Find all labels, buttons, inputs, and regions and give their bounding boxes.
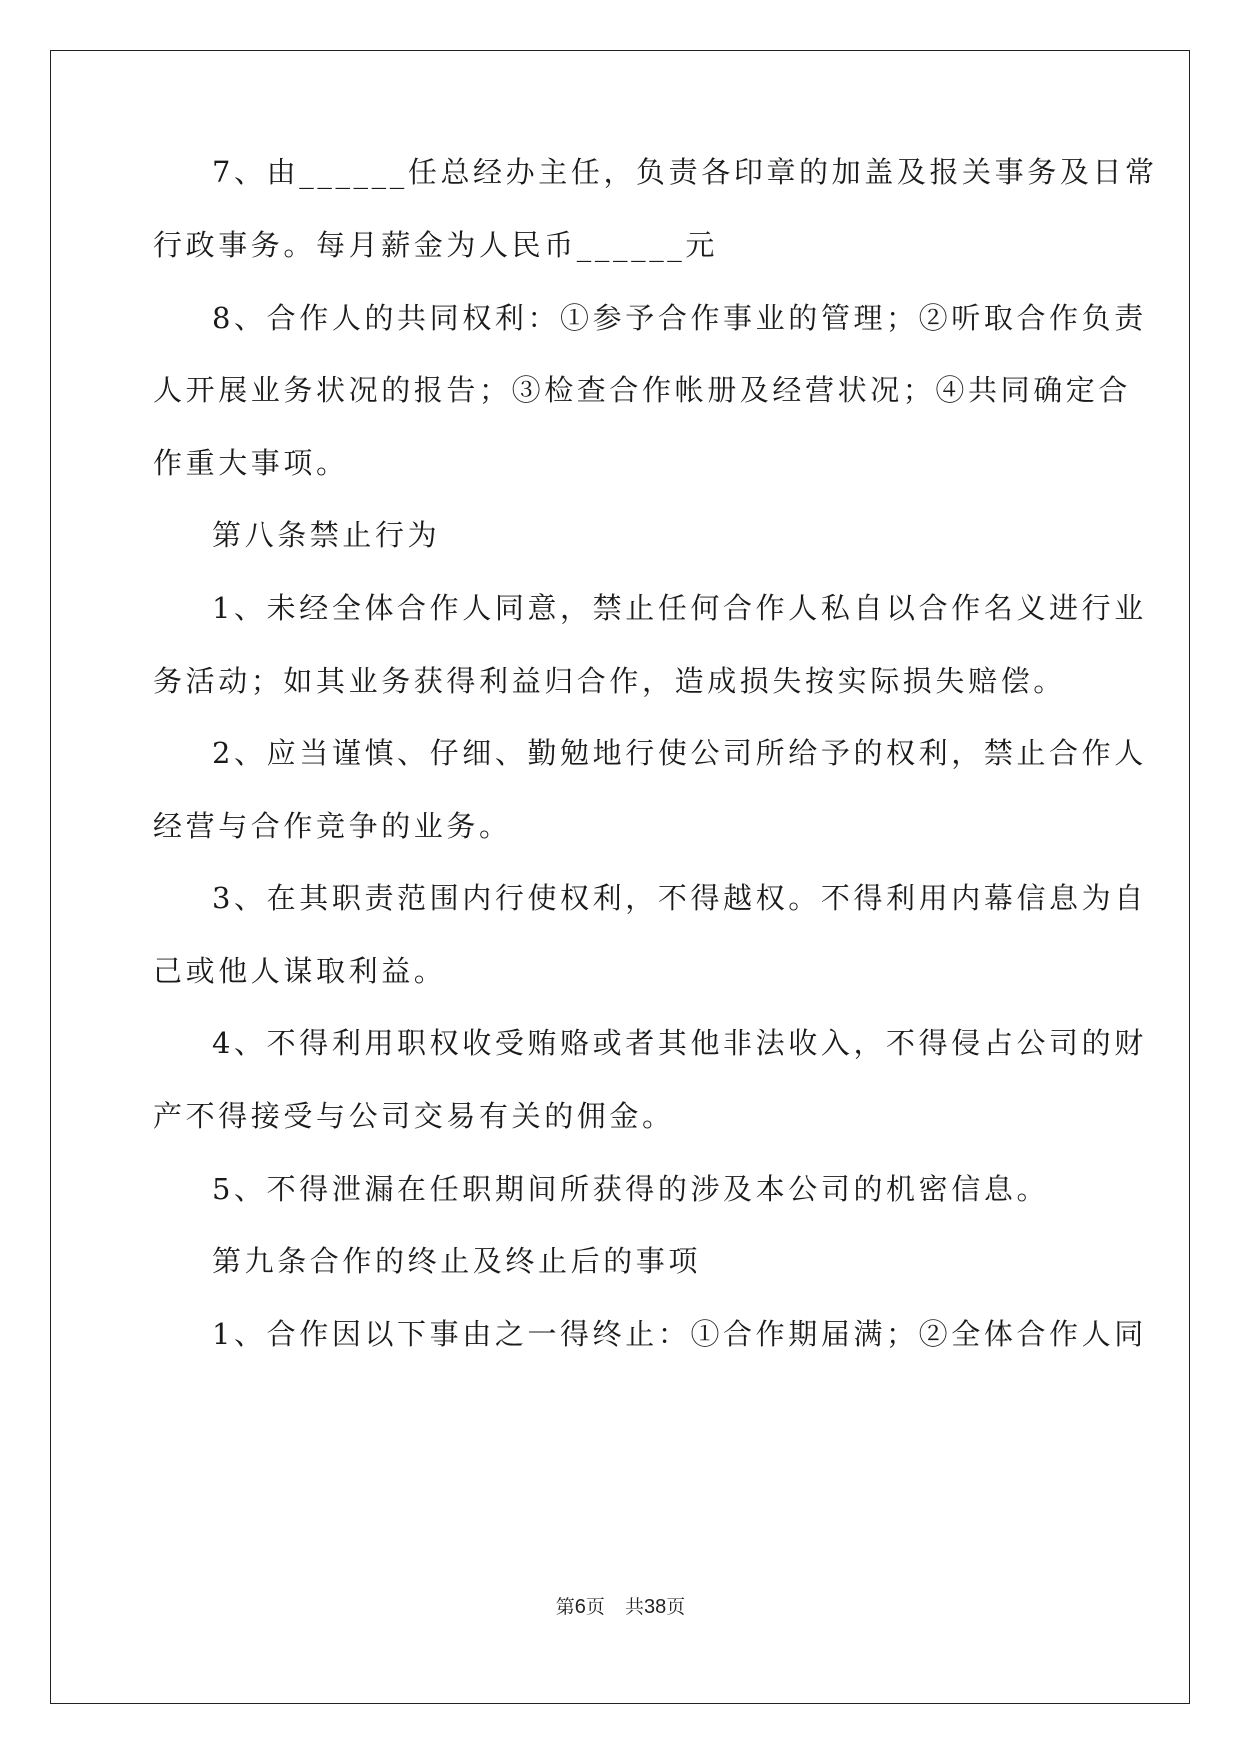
- paragraph-8-line-2: 人开展业务状况的报告；③检查合作帐册及经营状况；④共同确定合: [153, 373, 1132, 407]
- clause-1-line-2: 务活动；如其业务获得利益归合作，造成损失按实际损失赔偿。: [153, 664, 1066, 698]
- paragraph-8-line-3: 作重大事项。: [153, 446, 349, 480]
- paragraph-7-line-2: 行政事务。每月薪金为人民币______元: [153, 228, 719, 262]
- clause-4-line-2: 产不得接受与公司交易有关的佣金。: [153, 1099, 675, 1133]
- article-9-clause-1-line-1: 1、合作因以下事由之一得终止：①合作期届满；②全体合作人同: [212, 1317, 1147, 1351]
- page-number: 6: [574, 1596, 586, 1618]
- paragraph-7-line-1: 7、由______任总经办主任，负责各印章的加盖及报关事务及日常: [212, 155, 1158, 189]
- clause-4-line-1: 4、不得利用职权收受贿赂或者其他非法收入，不得侵占公司的财: [212, 1026, 1147, 1060]
- paragraph-8-line-1: 8、合作人的共同权利：①参予合作事业的管理；②听取合作负责: [212, 301, 1147, 335]
- total-pages: 38: [643, 1596, 667, 1618]
- clause-3-line-2: 己或他人谋取利益。: [153, 954, 447, 988]
- clause-1-line-1: 1、未经全体合作人同意，禁止任何合作人私自以合作名义进行业: [212, 591, 1147, 625]
- total-prefix: 共: [624, 1596, 644, 1618]
- clause-2-line-1: 2、应当谨慎、仔细、勤勉地行使公司所给予的权利，禁止合作人: [212, 736, 1147, 770]
- article-8-heading: 第八条禁止行为: [212, 518, 441, 552]
- clause-2-line-2: 经营与合作竞争的业务。: [153, 809, 512, 843]
- article-9-heading: 第九条合作的终止及终止后的事项: [212, 1244, 702, 1278]
- total-suffix: 页: [666, 1596, 686, 1618]
- clause-5-line-1: 5、不得泄漏在任职期间所获得的涉及本公司的机密信息。: [212, 1172, 1050, 1206]
- page-prefix: 第: [555, 1596, 575, 1618]
- clause-3-line-1: 3、在其职责范围内行使权利，不得越权。不得利用内幕信息为自: [212, 881, 1147, 915]
- page-footer: [0, 1595, 1241, 1619]
- page-suffix: 页: [585, 1596, 605, 1618]
